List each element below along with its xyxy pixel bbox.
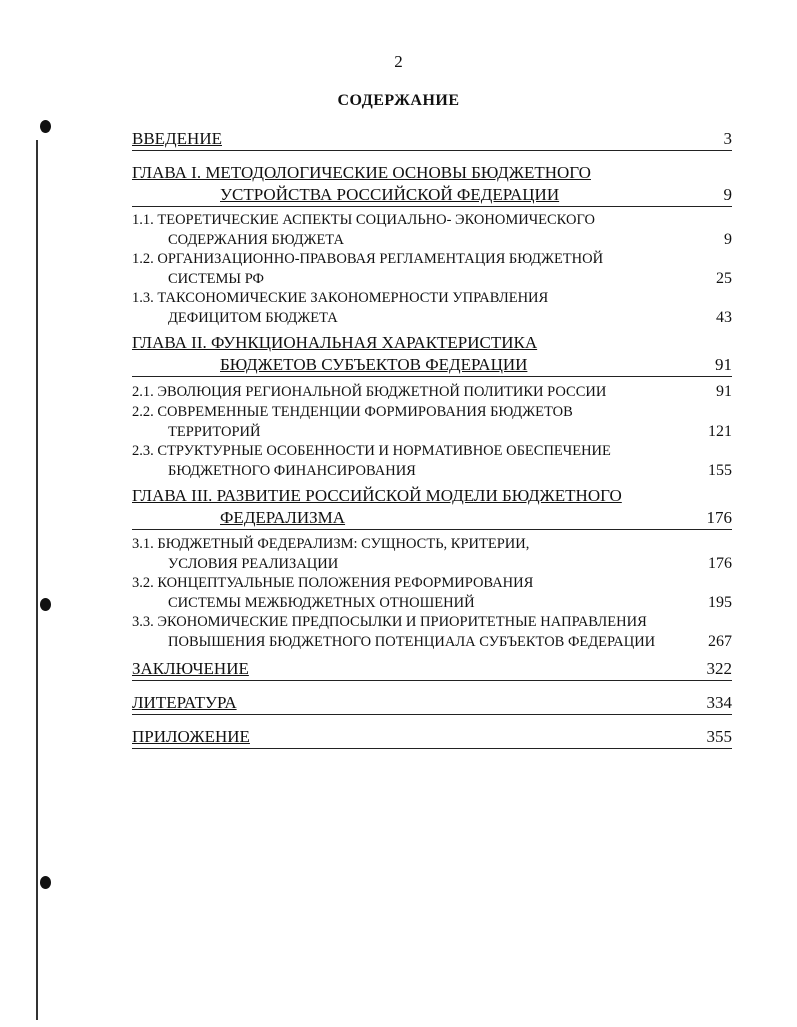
toc-entry-chapter-3[interactable] bbox=[132, 485, 732, 530]
toc-entry-2-2[interactable] bbox=[132, 402, 732, 442]
entry-title: 3.3. ЭКОНОМИЧЕСКИЕ ПРЕДПОСЫЛКИ И ПРИОРИТЕТНЫЕ НАПРАВЛЕНИЯ bbox=[132, 614, 647, 630]
entry-title: 3.2. КОНЦЕПТУАЛЬНЫЕ ПОЛОЖЕНИЯ РЕФОРМИРОВАНИЯ bbox=[132, 575, 534, 591]
entry-page: 267 bbox=[708, 633, 732, 650]
entry-title-cont: ПОВЫШЕНИЯ БЮДЖЕТНОГО ПОТЕНЦИАЛА СУБЪЕКТОВ ФЕДЕРАЦИИ bbox=[168, 634, 656, 650]
toc-entry-literature[interactable] bbox=[132, 692, 732, 715]
entry-page: 176 bbox=[706, 508, 732, 527]
entry-title: 1.1. ТЕОРЕТИЧЕСКИЕ АСПЕКТЫ СОЦИАЛЬНО- ЭКОНОМИЧЕСКОГО bbox=[132, 212, 595, 228]
entry-page: 43 bbox=[716, 309, 732, 326]
entry-page: 3 bbox=[723, 129, 732, 148]
entry-page: 91 bbox=[715, 355, 732, 374]
entry-title: 2.1. ЭВОЛЮЦИЯ РЕГИОНАЛЬНОЙ БЮДЖЕТНОЙ ПОЛИТИКИ РОССИИ bbox=[132, 384, 607, 400]
page-title: СОДЕРЖАНИЕ bbox=[337, 92, 460, 109]
entry-page: 155 bbox=[708, 462, 732, 479]
entry-title-cont: БЮДЖЕТНОГО ФИНАНСИРОВАНИЯ bbox=[168, 463, 416, 479]
entry-title-cont: СОДЕРЖАНИЯ БЮДЖЕТА bbox=[168, 232, 344, 248]
entry-title-cont: БЮДЖЕТОВ СУБЪЕКТОВ ФЕДЕРАЦИИ bbox=[220, 355, 528, 374]
entry-title: 1.3. ТАКСОНОМИЧЕСКИЕ ЗАКОНОМЕРНОСТИ УПРАВЛЕНИЯ bbox=[132, 290, 549, 306]
toc-entry-3-2[interactable] bbox=[132, 573, 732, 613]
entry-title-cont: УСЛОВИЯ РЕАЛИЗАЦИИ bbox=[168, 556, 339, 572]
entry-page: 9 bbox=[724, 231, 732, 248]
entry-page: 355 bbox=[706, 727, 732, 746]
scan-margin-line bbox=[36, 140, 38, 1020]
toc-entry-1-2[interactable] bbox=[132, 249, 732, 289]
entry-title-cont: ФЕДЕРАЛИЗМА bbox=[220, 508, 346, 527]
toc-entry-1-1[interactable] bbox=[132, 210, 732, 250]
toc-entry-2-3[interactable] bbox=[132, 441, 732, 481]
toc-entry-appendix[interactable] bbox=[132, 726, 732, 749]
scan-mark bbox=[40, 120, 51, 133]
entry-title: 2.3. СТРУКТУРНЫЕ ОСОБЕННОСТИ И НОРМАТИВНОЕ ОБЕСПЕЧЕНИЕ bbox=[132, 443, 611, 459]
entry-title: ВВЕДЕНИЕ bbox=[132, 129, 222, 148]
entry-page: 25 bbox=[716, 270, 732, 287]
entry-title: ГЛАВА I. МЕТОДОЛОГИЧЕСКИЕ ОСНОВЫ БЮДЖЕТНОГО bbox=[132, 163, 591, 182]
page-number: 2 bbox=[394, 52, 403, 71]
toc-entry-1-3[interactable] bbox=[132, 288, 732, 328]
entry-title: ГЛАВА II. ФУНКЦИОНАЛЬНАЯ ХАРАКТЕРИСТИКА bbox=[132, 333, 538, 352]
entry-title-cont: ТЕРРИТОРИЙ bbox=[168, 424, 261, 440]
entry-title: ПРИЛОЖЕНИЕ bbox=[132, 727, 250, 746]
toc-entry-3-3[interactable] bbox=[132, 612, 732, 652]
toc-entry-conclusion[interactable] bbox=[132, 658, 732, 681]
entry-page: 195 bbox=[708, 594, 732, 611]
entry-page: 121 bbox=[708, 423, 732, 440]
entry-page: 91 bbox=[716, 383, 732, 400]
entry-title: ЗАКЛЮЧЕНИЕ bbox=[132, 659, 249, 678]
entry-title-cont: СИСТЕМЫ МЕЖБЮДЖЕТНЫХ ОТНОШЕНИЙ bbox=[168, 595, 475, 611]
entry-title: ГЛАВА III. РАЗВИТИЕ РОССИЙСКОЙ МОДЕЛИ БЮДЖЕТНОГО bbox=[132, 486, 622, 505]
entry-page: 322 bbox=[706, 659, 732, 678]
entry-title: 1.2. ОРГАНИЗАЦИОННО-ПРАВОВАЯ РЕГЛАМЕНТАЦИЯ БЮДЖЕТНОЙ bbox=[132, 251, 604, 267]
toc-entry-3-1[interactable] bbox=[132, 534, 732, 574]
entry-title-cont: УСТРОЙСТВА РОССИЙСКОЙ ФЕДЕРАЦИИ bbox=[220, 185, 560, 204]
entry-title-cont: СИСТЕМЫ РФ bbox=[168, 271, 264, 287]
toc-entry-chapter-1[interactable] bbox=[132, 162, 732, 207]
entry-title: 3.1. БЮДЖЕТНЫЙ ФЕДЕРАЛИЗМ: СУЩНОСТЬ, КРИТЕРИИ, bbox=[132, 536, 530, 552]
scan-mark bbox=[40, 876, 51, 889]
entry-title: ЛИТЕРАТУРА bbox=[132, 693, 237, 712]
scan-mark bbox=[40, 598, 51, 611]
toc-entry-intro[interactable] bbox=[132, 128, 732, 151]
entry-page: 176 bbox=[708, 555, 732, 572]
entry-page: 334 bbox=[706, 693, 732, 712]
toc-entry-chapter-2[interactable] bbox=[132, 332, 732, 377]
entry-page: 9 bbox=[723, 185, 732, 204]
entry-title: 2.2. СОВРЕМЕННЫЕ ТЕНДЕНЦИИ ФОРМИРОВАНИЯ БЮДЖЕТОВ bbox=[132, 404, 573, 420]
entry-title-cont: ДЕФИЦИТОМ БЮДЖЕТА bbox=[168, 310, 338, 326]
toc-entry-2-1[interactable] bbox=[132, 382, 732, 402]
